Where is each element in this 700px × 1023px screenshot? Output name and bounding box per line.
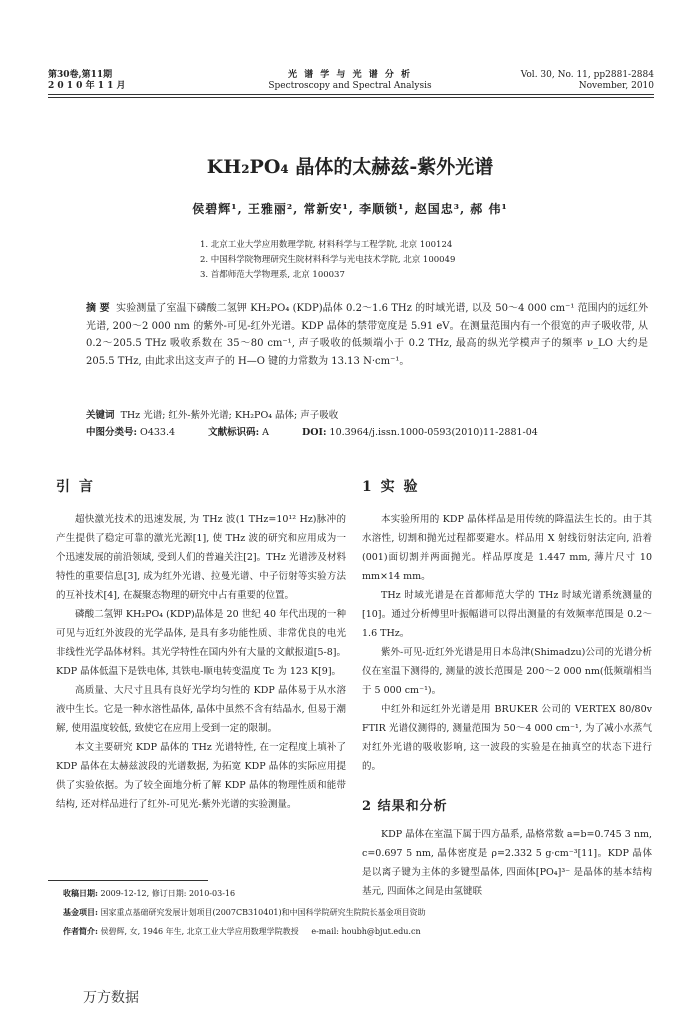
footnote-rule — [48, 880, 208, 881]
intro-paragraph-4: 本文主要研究 KDP 晶体的 THz 光谱特性, 在一定程度上填补了 KDP 晶体在太赫兹波段的光谱数据, 为拓宽 KDP 晶体的实际应用提供了实验依据。为了较全面地分析了解 KDP 晶体的物理性质和能带结构, 还对样品进行了红外-可见光-紫外光谱的实验测量。 — [56, 742, 346, 810]
paper-title: KH₂PO₄ 晶体的太赫兹-紫外光谱 — [206, 156, 494, 178]
journal-vol-pages: Vol. 30, No. 11, pp2881-2884 — [520, 70, 654, 80]
journal-title-cn: 光 谱 学 与 光 谱 分 析 — [288, 70, 412, 80]
header-rule — [48, 94, 654, 95]
experiment-body — [362, 510, 652, 776]
footnote-author-text: 侯碧辉, 女, 1946 年生, 北京工业大学应用数理学院教授 e-mail: houbh@bjut.edu.cn — [100, 927, 421, 936]
footnote-author-label: 作者简介: — [63, 926, 98, 936]
results-body — [362, 825, 652, 901]
doc-code-label: 文献标识码: — [208, 427, 260, 438]
author-list: 侯碧辉¹, 王雅丽², 常新安¹, 李顺锁¹, 赵国忠³, 郝 伟¹ — [192, 202, 508, 216]
footnote-author-bio — [63, 922, 421, 941]
journal-title-en: Spectroscopy and Spectral Analysis — [268, 81, 432, 91]
clc-label: 中图分类号: — [86, 427, 138, 438]
keywords-text: THz 光谱; 红外-紫外光谱; KH₂PO₄ 晶体; 声子吸收 — [120, 410, 339, 421]
section-experiment-heading: 1 实 验 — [362, 479, 420, 495]
left-column-body — [56, 510, 346, 814]
doi-label: DOI: — [302, 427, 327, 438]
footnote-received-text: 2009-12-12, 修订日期: 2010-03-16 — [100, 889, 236, 898]
footnote-funding — [63, 903, 426, 922]
intro-paragraph-2: 磷酸二氢钾 KH₂PO₄ (KDP)晶体是 20 世纪 40 年代出现的一种可见与近红外波段的光学晶体, 是具有多功能性质、非常优良的电光非线性光学晶体材料。其光学特性在国内外有大量的文献报道[5-8]。KDP 晶体低温下是铁电体, 其铁电-顺电转变温度 Tc 为 123 K[9]。 — [56, 609, 346, 677]
journal-date: 2 0 1 0 年 1 1 月 — [48, 81, 126, 91]
affiliation-1: 1. 北京工业大学应用数理学院, 材料科学与工程学院, 北京 100124 — [200, 240, 453, 250]
keywords-label: 关键词 — [86, 410, 115, 421]
abstract-text: 实验测量了室温下磷酸二氢钾 KH₂PO₄ (KDP)晶体 0.2～1.6 THz 的时域光谱, 以及 50～4 000 cm⁻¹ 范围内的远红外光谱, 200～2 000 nm 的紫外-可见-红外光谱。KDP 晶体的禁带宽度是 5.91 eV。在测量范围内有一个很宽的声子吸收带, 从 0.2～205.5 THz 吸收系数在 35～80 cm⁻¹, 声子吸收的低频端小于 0.2 THz, 最高的纵光学模声子的频率 ν_LO 大约是 205.5 THz, 由此求出这支声子的 H—O 键的力常数为 13.13 N·cm⁻¹。 — [86, 303, 648, 367]
intro-paragraph-3: 高质量、大尺寸且具有良好光学均匀性的 KDP 晶体易于从水溶液中生长。它是一种水溶性晶体, 晶体中虽然不含有结晶水, 但易于潮解, 使用温度较低, 致使它在应用上受到一定的限制。 — [56, 685, 346, 734]
journal-volume: 第30卷,第11期 — [48, 70, 113, 80]
footnote-funding-label: 基金项目: — [63, 907, 98, 917]
abstract-label: 摘 要 — [86, 303, 110, 314]
experiment-paragraph-2: THz 时域光谱是在首都师范大学的 THz 时域光谱系统测量的[10]。通过分析傅里叶振幅谱可以得出测量的有效频率范围是 0.2～1.6 THz。 — [362, 590, 652, 639]
watermark: 万方数据 — [83, 990, 139, 1006]
affiliation-2: 2. 中国科学院物理研究生院材料科学与光电技术学院, 北京 100049 — [200, 255, 456, 265]
intro-paragraph-1: 超快激光技术的迅速发展, 为 THz 波(1 THz=10¹² Hz)脉冲的产生提供了稳定可靠的激光光源[1], 使 THz 波的研究和应用成为一个迅速发展的前沿领域, 受到人们的普遍关注[2]。THz 光谱涉及材料特性的重要信息[3], 成为红外光谱、拉曼光谱、中子衍射等实验方法的互补技术[4], 在凝聚态物理的研究中占有重要的位置。 — [56, 514, 346, 601]
experiment-paragraph-4: 中红外和远红外光谱是用 BRUKER 公司的 VERTEX 80/80v FTIR 光谱仪测得的, 测量范围为 50～4 000 cm⁻¹, 为了减小水蒸气对红外光谱的吸收影响, 这一波段的实验是在抽真空的状态下进行的。 — [362, 704, 652, 772]
affiliations — [200, 238, 455, 283]
doc-code-value: A — [262, 427, 269, 438]
experiment-paragraph-3: 紫外-可见-近红外光谱是用日本岛津(Shimadzu)公司的光谱分析仪在室温下测得的, 测量的波长范围是 200～2 000 nm(低频端相当于 5 000 cm⁻¹)。 — [362, 647, 652, 696]
clc-value: O433.4 — [140, 427, 176, 438]
affiliation-3: 3. 首都师范大学物理系, 北京 100037 — [200, 270, 345, 280]
doi-value: 10.3964/j.issn.1000-0593(2010)11-2881-04 — [329, 427, 538, 438]
keywords — [86, 407, 648, 424]
classification-line — [86, 424, 648, 441]
section-results-heading: 2 结果和分析 — [362, 799, 448, 814]
section-introduction-heading: 引 言 — [56, 479, 95, 495]
abstract — [86, 300, 648, 370]
experiment-paragraph-1: 本实验所用的 KDP 晶体样品是用传统的降温法生长的。由于其水溶性, 切割和抛光过程都要避水。样品用 X 射线衍射法定向, 沿着(001)面切割并两面抛光。样品厚度是 1.447 mm, 薄片尺寸 10 mm×14 mm。 — [362, 514, 652, 582]
footnote-received — [63, 884, 235, 903]
footnote-funding-text: 国家重点基础研究发展计划项目(2007CB310401)和中国科学院研究生院院长基金项目资助 — [100, 908, 426, 917]
header-rule-thin — [48, 97, 654, 98]
results-paragraph-1: KDP 晶体在室温下属于四方晶系, 晶格常数 a=b=0.745 3 nm, c=0.697 5 nm, 晶体密度是 ρ=2.332 5 g·cm⁻³[11]。KDP 晶体是以离子键为主体的多键型晶体, 四面体[PO₄]³⁻ 是晶体的基本结构基元, 四面体之间是由氢键联 — [362, 829, 652, 897]
journal-month: November, 2010 — [578, 81, 654, 91]
footnote-received-label: 收稿日期: — [63, 888, 98, 898]
